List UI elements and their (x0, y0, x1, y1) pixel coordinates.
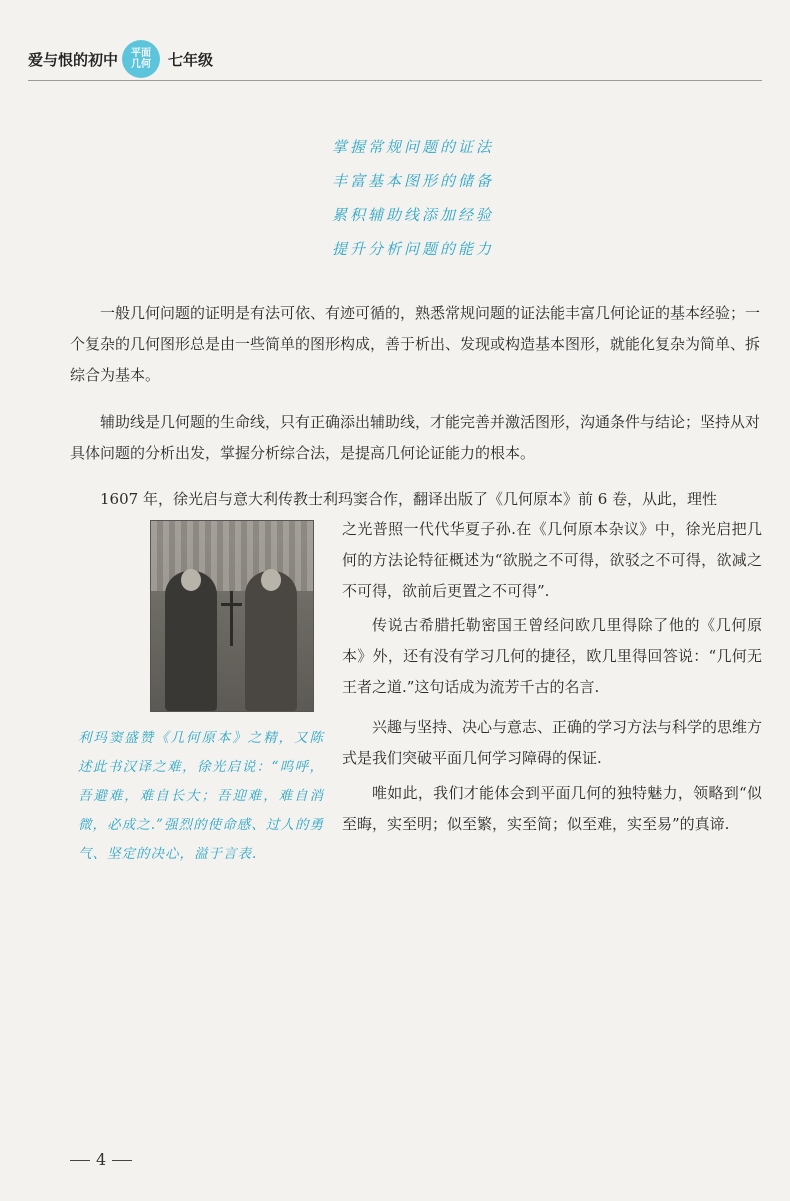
figure-ricci (165, 571, 217, 711)
motto-line: 提升分析问题的能力 (332, 240, 495, 258)
motto-line: 掌握常规问题的证法 (332, 138, 495, 156)
page-number (64, 1150, 138, 1169)
ricci-xu-illustration (150, 520, 314, 712)
paragraph-proof-methods: 一般几何问题的证明是有法可依、有迹可循的，熟悉常规问题的证法能丰富几何论证的基本经验；一个复杂的几何图形总是由一些简单的图形构成，善于析出、发现或构造基本图形，就能化复杂为简单、拆综合为基本。 (70, 304, 761, 384)
motto-list (332, 130, 494, 266)
page-header (28, 40, 213, 78)
paragraph-xu-guangqi: 之光普照一代代华夏子孙.在《几何原本杂议》中，徐光启把几何的方法论特征概述为“欲脱之不可得，欲驳之不可得，欲减之不可得，欲前后更置之不可得”. (342, 520, 762, 600)
illustration-caption: 利玛窦盛赞《几何原本》之精，又陈述此书汉译之难，徐光启说：“呜呼，吾避难，难自长大；吾迎难，难自消微，必成之.”强烈的使命感、过人的勇气、坚定的决心，溢于言表. (78, 730, 324, 862)
badge-top-text: 平面 (131, 48, 152, 59)
grade-label: 七年级 (168, 50, 214, 69)
book-title: 爱与恨的初中 (28, 50, 119, 69)
cross-icon (230, 591, 233, 646)
paragraph-learning-keys: 兴趣与坚持、决心与意志、正确的学习方法与科学的思维方式是我们突破平面几何学习障碍的保证. (342, 718, 763, 767)
motto-line: 丰富基本图形的储备 (332, 172, 495, 190)
header-divider (28, 80, 762, 81)
paragraph-euclid-legend: 传说古希腊托勒密国王曾经问欧几里得除了他的《几何原本》外，还有没有学习几何的捷径，欧几里得回答说：“几何无王者之道.”这句话成为流芳千古的名言. (342, 616, 762, 696)
paragraph-auxiliary-lines: 辅助线是几何题的生命线，只有正确添出辅助线，才能完善并激活图形，沟通条件与结论；坚持从对具体问题的分析出发，掌握分析综合法，是提高几何论证能力的根本。 (70, 413, 761, 462)
paragraph-history-intro: 1607 年，徐光启与意大利传教士利玛窦合作，翻译出版了《几何原本》前 6 卷，从此，理性 (100, 490, 718, 508)
subject-badge (122, 40, 160, 78)
figure-head (181, 569, 201, 591)
figure-head (261, 569, 281, 591)
cross-icon-bar (221, 603, 242, 606)
motto-line: 累积辅助线添加经验 (332, 206, 495, 224)
figure-xu-guangqi (245, 571, 297, 711)
badge-bottom-text: 几何 (131, 59, 152, 70)
page-number-text: 4 (96, 1150, 107, 1169)
paragraph-geometry-charm: 唯如此，我们才能体会到平面几何的独特魅力，领略到“似至晦，实至明；似至繁，实至简；似至难，实至易”的真谛. (342, 784, 762, 833)
